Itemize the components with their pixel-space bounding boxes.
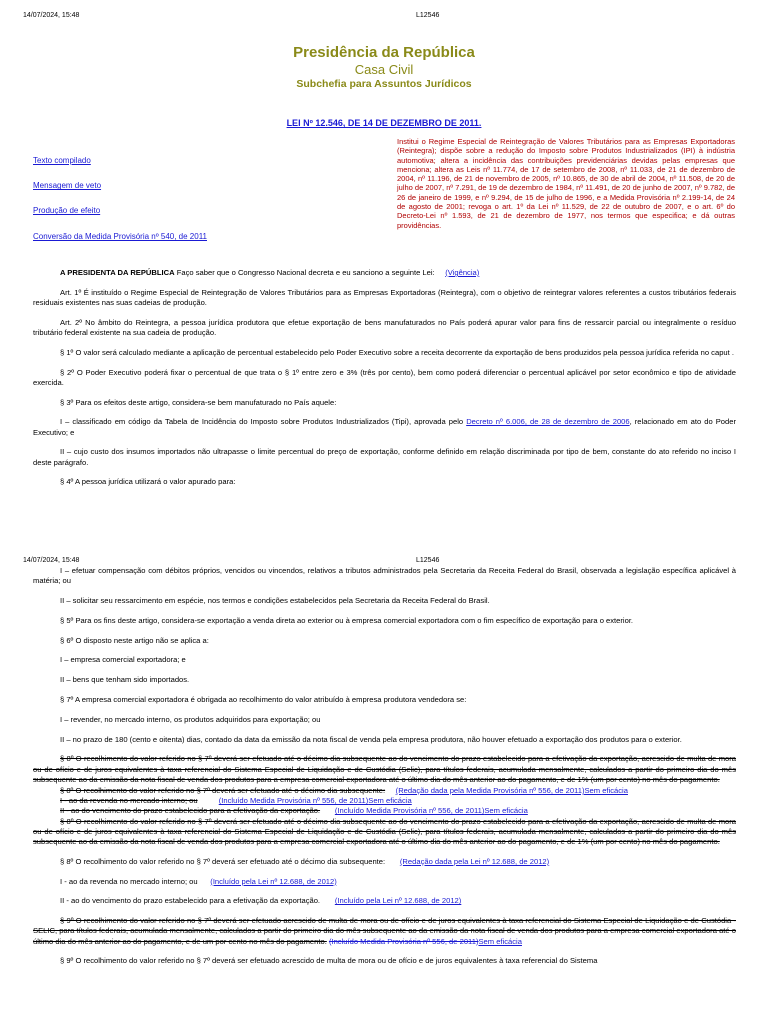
p7-ii: II – no prazo de 180 (cento e oitenta) dias, contado da data da emissão da nota fiscal de venda pela empresa produtora, não houver efetuado a exportação dos produtos para o exterior. [60,734,682,744]
p8-old2-i-link[interactable]: (Incluído Medida Provisória nº 556, de 2011) [218,796,369,806]
preamble [33,268,736,278]
link-texto-compilado[interactable]: Texto compilado [33,156,91,165]
masthead [0,44,768,91]
p9-old-sem-eficacia[interactable]: Sem eficácia [478,936,522,946]
p9-old-link[interactable]: (Incluído Medida Provisória nº 556, de 2011) [328,936,479,946]
art2-p1: § 1º O valor será calculado mediante a aplicação de percentual estabelecido pelo Poder Executivo sobre a receita decorrente da exportação de bens produzidos pela pessoa jurídica referida no caput . [60,347,734,357]
art2: Art. 2º No âmbito do Reintegra, a pessoa jurídica produtora que efetue exportação de bens manufaturados no País poderá apurar valor para fins de ressarcir parcial ou integralmente o resíduo tributário federal existente na sua cadeia de produção. [33,317,736,337]
p7: § 7º A empresa comercial exportadora é obrigada ao recolhimento do valor atribuído à empresa produtora vendedora se: [60,694,467,704]
p8-old2-ii-sem-eficacia[interactable]: Sem eficácia [484,806,528,816]
art2-p3-i-text: I – classificado em código da Tabela de Incidência do Imposto sobre Produtos Industrializados (Tipi), aprovada pelo [60,417,467,427]
p9-old-text: § 9º O recolhimento do valor referido no § 7º deverá ser efetuado acrescido de multa de mora ou de ofício e de juros equivalentes à taxa referencial do Sistema Especial de Liquidação e de Custódia - SELIC, para títulos federais, acumulada mensalmente, calculados a partir do primeiro dia do mês subsequente ao da emissão da nota fiscal de venda dos produtos para a empresa comercial exportadora até o último dia do mês anterior ao do pagamento, e de um por cento no mês do pagamento. [33,916,736,946]
p8-new-ii [33,896,736,906]
p8-new-i [33,877,736,887]
print-page-2 [0,548,768,1024]
masthead-title: Presidência da República [293,44,475,61]
link-producao-de-efeito[interactable]: Produção de efeito [33,206,101,216]
p6: § 6º O disposto neste artigo não se aplica a: [60,635,209,645]
print-header [0,12,768,24]
p8-new-ii-link[interactable]: (Incluído pela Lei nº 12.688, de 2012) [334,896,462,906]
p8-new-i-text: I - ao da revenda no mercado interno; ou [60,876,198,886]
vigencia-link[interactable]: (Vigência) [445,268,480,277]
p5: § 5º Para os fins deste artigo, considera-se exportação a venda direta ao exterior ou à empresa comercial exportadora com o fim específico de exportação para o exterior. [60,615,634,625]
p8-old2-ii-link[interactable]: (Incluído Medida Provisória nº 556, de 2011) [334,806,485,816]
law-body-page2 [33,566,736,976]
p9-new: § 9º O recolhimento do valor referido no § 7º deverá ser efetuado acrescido de multa de mora ou de ofício e de juros equivalentes à taxa referencial do Sistema [60,956,598,966]
p8-old2-ii [33,806,736,816]
p8-old2-i [33,796,736,806]
p6-i: I – empresa comercial exportadora; e [60,655,186,665]
print-doc-id-2: L12546 [416,557,440,564]
art2-p4: § 4º A pessoa jurídica utilizará o valor apurado para: [60,477,236,487]
art2-p3: § 3º Para os efeitos deste artigo, considera-se bem manufaturado no País aquele: [60,397,337,407]
preamble-bold: A PRESIDENTA DA REPÚBLICA [60,268,175,277]
p8-old2 [33,786,736,796]
link-mensagem-de-veto[interactable]: Mensagem de veto [33,181,102,191]
preamble-text: Faço saber que o Congresso Nacional decreta e eu sanciono a seguinte Lei: [174,268,435,277]
p4-ii: II – solicitar seu ressarcimento em espécie, nos termos e condições estabelecidos pela Secretaria da Receita Federal do Brasil. [60,596,490,605]
masthead-subtitle: Casa Civil [354,62,414,77]
art2-p3-i [33,417,736,437]
art2-p3-i-tail: , relacionado em ato do Poder Executivo; e [33,417,736,437]
art2-p3-ii: II – cujo custo dos insumos importados não ultrapasse o limite percentual do preço de exportação, conforme definido em relação discriminada por tipo de bem, constante do ato referido no inciso I deste parágrafo. [33,447,736,467]
p8-old2-ii-text: II - ao do vencimento do prazo estabelecido para a efetivação da exportação. [60,806,321,816]
p8-old2-sem-eficacia[interactable]: Sem eficácia [584,785,628,795]
p8-new [33,857,736,867]
p8-new-text: § 8º O recolhimento do valor referido no § 7º deverá ser efetuado até o décimo dia subsequente: [60,856,386,866]
print-date-2: 14/07/2024, 15:48 [23,557,80,564]
p8-old2-i-sem-eficacia[interactable]: Sem eficácia [368,796,412,806]
decreto-6006-link[interactable]: Decreto nº 6.006, de 28 de dezembro de 2006 [466,417,630,427]
p8-old3: § 8º O recolhimento do valor referido no § 7º deverá ser efetuado até o décimo dia subsequente ao do vencimento do prazo estabelecido para a efetivação da exportação, acrescido de multa de mora ou de ofício e de juros equivalentes à taxa referencial do Sistema Especial de Liquidação e de Custódia (Selic), para títulos federais, acumulada mensalmente, calculados a partir do primeiro dia do mês subsequente ao da emissão da nota fiscal de venda dos produtos para a empresa comercial exportadora até o último dia do mês anterior ao do pagamento, e de 1% (um por cento) no mês do pagamento. [33,816,736,846]
p4-i: I – efetuar compensação com débitos próprios, vencidos ou vincendos, relativos a tributos administrados pela Secretaria da Receita Federal do Brasil, observada a legislação específica aplicável à matéria; ou [33,566,736,586]
p8-old2-link[interactable]: (Redação dada pela Medida Provisória nº 556, de 2011) [395,785,585,795]
p8-old2-text: § 8º O recolhimento do valor referido no § 7º deverá ser efetuado até o décimo dia subsequente: [60,785,386,795]
p8-new-ii-text: II - ao do vencimento do prazo estabelecido para a efetivação da exportação. [60,896,321,906]
p8-new-i-link[interactable]: (Incluído pela Lei nº 12.688, de 2012) [210,876,337,886]
art2-p2: § 2º O Poder Executivo poderá fixar o percentual de que trata o § 1º entre zero e 3% (três por cento), bem como poderá diferenciar o percentual aplicável por setor econômico e tipo de atividade exercida. [33,367,736,387]
p8-old2-i-text: I - ao da revenda no mercado interno; ou [60,796,198,806]
p8-old1: § 8º O recolhimento do valor referido no § 7º deverá ser efetuado até o décimo dia subsequente ao do vencimento do prazo estabelecido para a efetivação da exportação, acrescido de multa de mora ou de ofício e de juros equivalentes à taxa referencial do Sistema Especial de Liquidação e de Custódia (Selic), para títulos federais, acumulada mensalmente, calculados a partir do primeiro dia do mês subsequente ao da emissão da nota fiscal de venda dos produtos para a empresa comercial exportadora até o último dia do mês anterior ao do pagamento, e de 1% (um por cento) no mês do pagamento. [33,754,736,784]
law-title-link[interactable]: LEI Nº 12.546, DE 14 DE DEZEMBRO DE 2011. [286,118,482,128]
masthead-subtitle2: Subchefia para Assuntos Jurídicos [296,78,472,90]
ementa: Institui o Regime Especial de Reintegração de Valores Tributários para as Empresas Exportadoras (Reintegra); dispõe sobre a redução do Imposto sobre Produtos Industrializados (IPI) à indústria automotiva; altera a incidência das contribuições previdenciárias devidas pelas empresas que menciona; altera as Leis nº 11.774, de 17 de setembro de 2008, nº 11.033, de 21 de dezembro de 2004, nº 11.196, de 21 de novembro de 2005, nº 10.865, de 30 de abril de 2004, nº 11.508, de 20 de julho de 2007, nº 7.291, de 19 de dezembro de 1984, nº 11.491, de 20 de junho de 2007, nº 9.782, de 26 de janeiro de 1999, e nº 9.294, de 15 de julho de 1996, e a Medida Provisória nº 2.199-14, de 24 de agosto de 2001; revoga o art. 1º da Lei nº 11.529, de 22 de outubro de 2007, e o art. 6º do Decreto-Lei nº 1.593, de 21 de dezembro de 1977, nos termos que especifica; e dá outras providências. [397,137,735,230]
p9-old [33,916,736,947]
print-date: 14/07/2024, 15:48 [23,12,80,19]
print-doc-id: L12546 [416,12,440,19]
p6-ii: II – bens que tenham sido importados. [60,675,190,685]
law-body-page1 [33,268,736,497]
link-conversao-mp[interactable]: Conversão da Medida Provisória nº 540, de 2011 [33,231,207,241]
p7-i: I – revender, no mercado interno, os produtos adquiridos para exportação; ou [60,714,321,724]
p8-new-link[interactable]: (Redação dada pela Lei nº 12.688, de 2012) [399,856,550,866]
art1: Art. 1º É instituído o Regime Especial de Reintegração de Valores Tributários para as Empresas Exportadoras (Reintegra), com o objetivo de reintegrar valores referentes a custos tributários federais residuais existentes nas suas cadeias de produção. [33,287,736,307]
left-links [33,156,273,257]
